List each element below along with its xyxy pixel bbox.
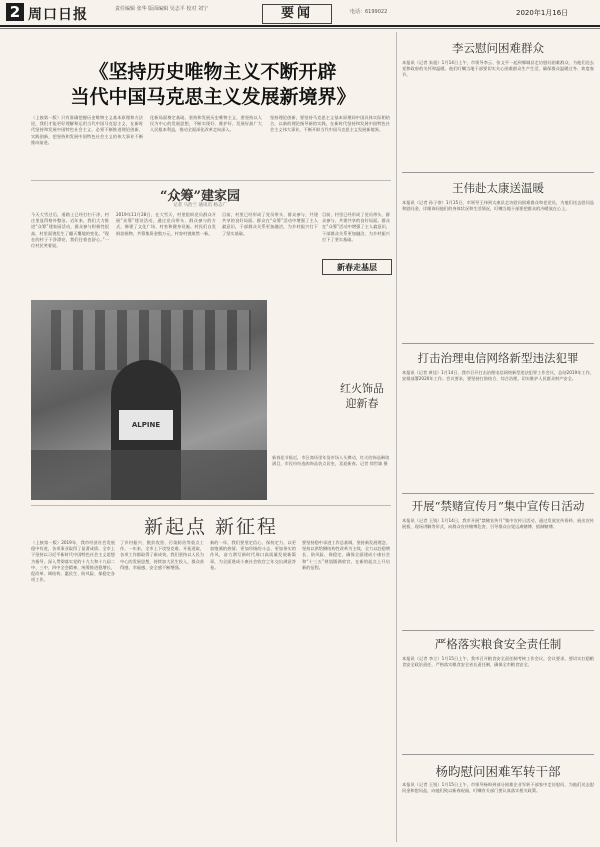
photo-title-line1: 红火饰品 [340,382,384,395]
story6-title: 杨昀慰问困难军转干部 [435,764,561,779]
story5-rule [402,754,594,755]
lead-headline [38,60,388,110]
market-stall [31,450,267,500]
photo-title [330,381,394,411]
feature-text-col3: 目前，村里已经形成了党员带头、群众参与、共建共享的良好局面。群众在“众筹”活动中增强了主人翁意识，干部群众关系更加融洽，为乡村振兴打下了坚实基础。 [222,212,318,236]
story4-text: 本报讯（记者 王锐）1月14日，我市开展“禁赌宣传月”集中宣传日活动，通过发放宣传资料、展出宣传展板、现场讲解等形式，向群众宣传赌博危害，引导群众自觉远离赌博、抵制赌博。 [402,518,594,530]
header-rule [0,25,600,27]
phone-info: 电话：6199022 [350,9,388,15]
second-text-col3: 新的一年，我们要坚定信心、保持定力，以更加饱满的热情、更加昂扬的斗志、更加务实的作风，奋力谱写新时代周口高质量发展新篇章，为全面建成小康社会收官之年交出满意答卷。 [210,540,296,570]
second-text-col2: 了乡村振兴、脱贫攻坚、污染防治等重点工作。一年来，全市上下攻坚克难、开拓进取，各项工作都取得了新成效。我们坚持以人民为中心的发展思想，持续加大民生投入，群众获得感、幸福感、安全感不断增强。 [120,540,204,570]
story2-rule [402,343,594,344]
story3-title: 打击治理电信网络新型违法犯罪 [417,351,579,365]
feature-text-col1: 今天大雪过后，道路上已经打扫干净，村庄里显得格外整洁。近年来，我们大力推进“众筹”建家园活动，群众参与积极性很高，村里面貌发生了翻天覆地的变化。“现在的村子干净漂亮，我们住着也舒心。”一位村民笑着说。 [31,212,109,249]
masthead-bar [0,0,600,40]
lead-text-col1: （上接第一版）只有准确把握历史唯物主义基本原理和方法论，我们才能更好理解和运用当代中国马克思主义，在新时代坚持和发展中国特色社会主义。必须不断推进理论创新、实践创新，把坚持和发展中国特色社会主义的伟大事业不断推向前进。 [31,115,143,145]
issue-date: 2020年1月16日 [516,9,569,17]
feature-text-col4: 目前，村里已经形成了党员带头、群众参与、共建共享的良好局面。群众在“众筹”活动中增强了主人翁意识，干部群众关系更加融洽，为乡村振兴打下了坚实基础。 [322,212,390,242]
lead-text-col3: 坚持理论创新，要坚持马克思主义基本原理同中国具体实际相结合，以新的理论指导新的实践，在新时代坚持和发展中国特色社会主义伟大事业，不断开辟当代中国马克思主义发展新境界。 [270,115,390,133]
story6-text: 本报讯（记者 王锐）1月15日上午，市领导杨昀到部分困难企业军转干部家中走访慰问，为他们送去慰问金和慰问品，向他们致以新春祝福，叮嘱有关部门要认真落实相关政策。 [402,782,594,794]
story1-text: 本报讯（记者 朱旭）1月14日上午，市领导李云、张文平一起到郸城县走访慰问困难群众，为他们送去党和政府的关怀和温暖。他们叮嘱当地干部要切实关心困难群众生产生活，确保群众温暖过冬、欢度春节。 [402,60,594,78]
story3-rule [402,493,594,494]
feature-byline: 记者 马治兰 通讯员 杨志广 [173,203,227,208]
second-text-col1: （上接第一版）2019年，我市经济社会发展稳中有进，各项事业取得了显著成绩。全市上下坚持以习近平新时代中国特色社会主义思想为指导，深入贯彻落实党的十九大和十九届二中、三中、四中全会精神，统筹推进稳增长、促改革、调结构、惠民生、防风险、保稳定各项工作。 [31,540,115,583]
photo-title-line2: 迎新春 [345,397,379,410]
page-number: 2 [6,3,24,21]
lead-rule [31,180,391,181]
lead-text-col2: 化新局面奠定基础。坚持和发展历史唯物主义，要坚持以人民为中心的发展思想，不断实现好、维护好、发展好最广大人民根本利益，推动全面深化改革走向深入。 [150,115,262,133]
header-rule-thin [0,28,600,29]
column-tag: 新春走基层 [322,259,392,275]
shirt-lettering: ALPINE [119,410,173,440]
story2-title: 王伟赴太康送温暖 [452,181,544,195]
story5-text: 本报讯（记者 李立）1月15日上午，我市召开粮食安全责任制考核工作会议。会议要求，要切实扛稳粮食安全政治责任，严格落实粮食安全省长责任制，确保全市粮食安全。 [402,656,594,668]
section-label: 要闻 [262,4,332,24]
story5-title: 严格落实粮食安全责任制 [434,637,562,651]
story4-title: 开展“禁赌宣传月”集中宣传日活动 [411,499,585,513]
news-photo [31,300,267,500]
story4-rule [402,630,594,631]
editor-info: 责任编辑 张华 版面编辑 吴志平 校对 刘宁 [115,6,208,12]
second-headline: 新起点 新征程 [143,516,279,538]
paper-name: 周口日报 [28,7,88,23]
story2-text: 本报讯（记者 孙子豪）1月15日，市领导王伟到太康县走访慰问困难群众和老党员，为他们送去慰问品和慰问金，详细询问他们的身体状况和生活情况，叮嘱当地干部要把群众的冷暖放在心上。 [402,200,594,212]
photo-caption: 新春佳节临近，市区商场里年货市场人头攒动，红火的饰品琳琅满目，市民纷纷选购饰品装点居室，喜迎新春。记者 徐世雄 摄 [272,455,390,467]
photo-rule [31,505,391,506]
feature-title: “众筹”建家园 [160,189,240,204]
story3-text: 本报讯（记者 黄佳）1月14日，我市召开打击治理电信网络新型违法犯罪工作会议，总结2019年工作，安排部署2020年工作。会议要求，要坚持打防结合、综合治理，切实维护人民群众财产安全。 [402,370,594,382]
second-text-col4: 要坚持稳中求进工作总基调，坚持新发展理念，坚持以供给侧结构性改革为主线，全力以赴稳增长、防风险、保稳定，确保全面建成小康社会和“十三五”规划圆满收官，在新的起点上开启新的征程。 [302,540,390,570]
main-column-divider [396,32,397,842]
lead-headline-line2: 当代中国马克思主义发展新境界》 [70,86,356,108]
story1-rule [402,172,594,173]
feature-text-col2: 2019年11月28日，在大雪天，村里组织党员群众开展“众筹”建设活动，通过党员带头、群众参与的方式，修建了文化广场、村室和健身设施。村民们自发捐款捐物，共筹集资金数万元，村容村貌焕然一新。 [116,212,216,236]
lead-headline-line1: 《坚持历史唯物主义不断开辟 [89,61,337,83]
story1-title: 李云慰问困难群众 [452,41,544,55]
